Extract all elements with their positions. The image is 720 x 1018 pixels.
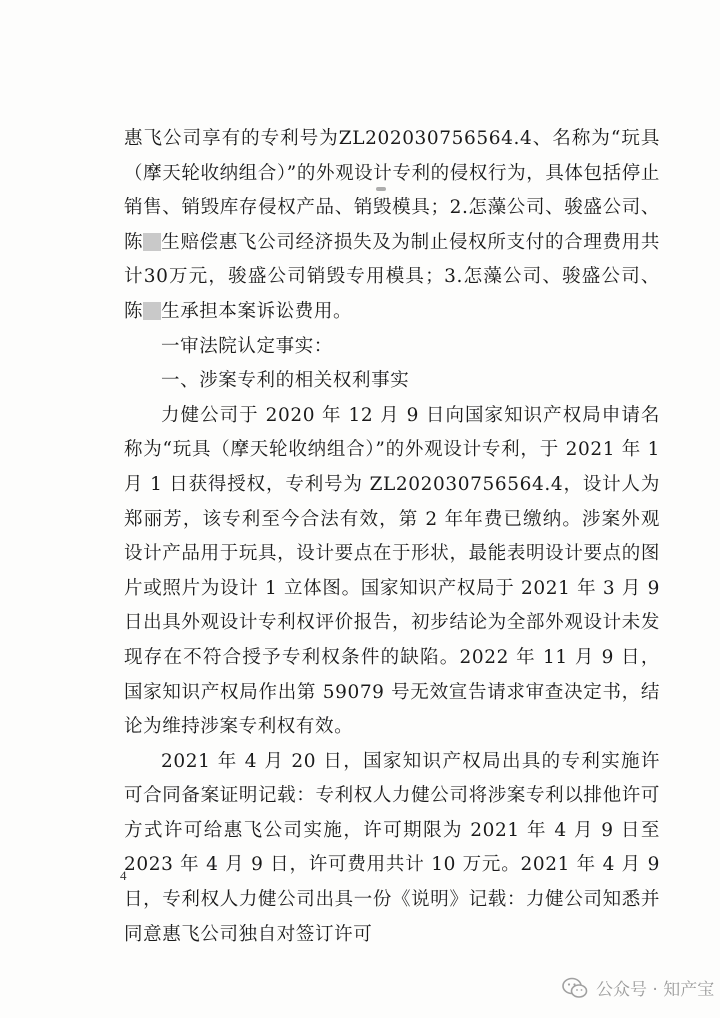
redaction-box	[143, 233, 161, 251]
watermark-text: 公众号 · 知产宝	[596, 980, 715, 1000]
paragraph-claims-part2: 生赔偿惠飞公司经济损失及为制止侵权所支付的合理费用共计30万元，骏盛公司销毁专用模具；3.怎藻公司、骏盛公司、陈	[124, 231, 660, 322]
heading-facts: 一审法院认定事实：	[161, 335, 333, 357]
wechat-icon	[562, 977, 588, 999]
paragraph-license: 2021 年 4 月 20 日，国家知识产权局出具的专利实施许可合同备案证明记载：专利权人力健公司将涉案专利以排他许可方式许可给惠飞公司实施，许可期限为 2021 年 4 月 9 日至 2023 年 4 月 9 日，许可费用共计 10 万元。2021 年 4 月 9 日，专利权人力健公司出具一份《说明》记载：力健公司知悉并同意惠飞公司独自对签订许可	[124, 750, 660, 945]
scan-mark	[376, 187, 386, 191]
redaction-box	[143, 302, 161, 320]
paragraph-patent-history: 力健公司于 2020 年 12 月 9 日向国家知识产权局申请名称为“玩具（摩天轮收纳组合）”的外观设计专利，于 2021 年 1 月 1 日获得授权，专利号为 ZL202030756564.4，设计人为郑丽芳，该专利至今合法有效，第 2 年年费已缴纳。涉案外观设计产品用于玩具，设计要点在于形状，最能表明设计要点的图片或照片为设计 1 立体图。国家知识产权局于 2021 年 3 月 9 日出具外观设计专利权评价报告，初步结论为全部外观设计未发现存在不符合授予专利权条件的缺陷。2022 年 11 月 9 日，国家知识产权局作出第 59079 号无效宣告请求审查决定书，结论为维持涉案专利权有效。	[124, 404, 660, 738]
page-number: 4	[120, 868, 127, 883]
heading-patent-rights: 一、涉案专利的相关权利事实	[161, 370, 410, 392]
paragraph-claims-part3: 生承担本案诉讼费用。	[161, 300, 353, 322]
paragraph-claims-part1: 惠飞公司享有的专利号为ZL202030756564.4、名称为“玩具（摩天轮收纳组合）”的外观设计专利的侵权行为，具体包括停止销售、销毁库存侵权产品、销毁模具；2.怎藻公司、骏盛公司、陈	[124, 128, 660, 253]
paragraph-claims	[124, 122, 660, 330]
document-body	[124, 122, 660, 952]
watermark	[562, 975, 714, 1000]
